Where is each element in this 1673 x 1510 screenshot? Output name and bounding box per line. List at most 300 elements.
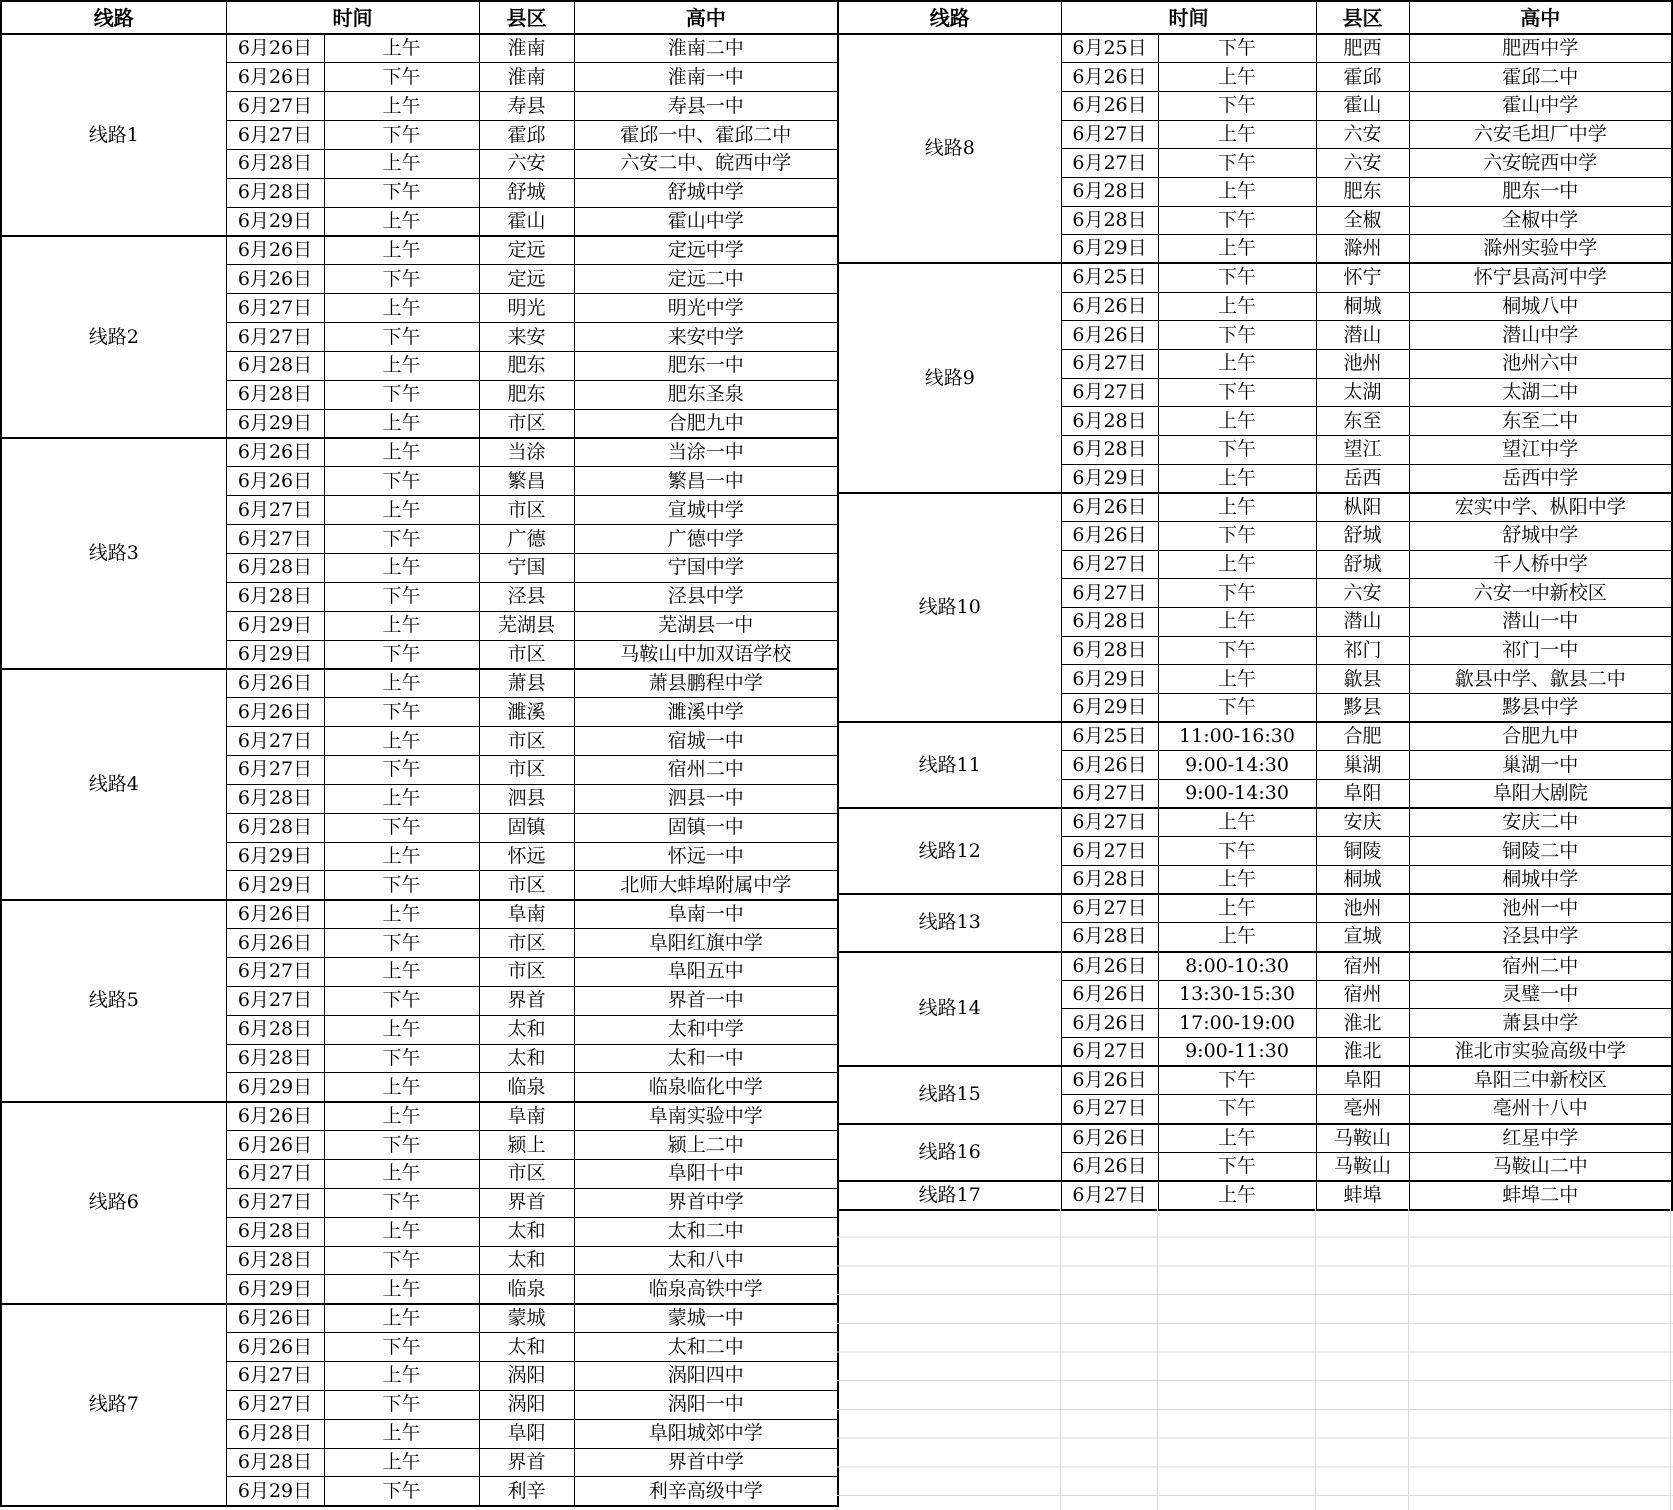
district-cell: 巢湖 [1316,751,1409,780]
date-cell: 6月27日 [1061,120,1158,149]
gridline [1060,1209,1061,1510]
district-cell: 芜湖县 [479,611,574,640]
district-cell: 歙县 [1316,665,1409,694]
period-cell: 下午 [1158,693,1316,722]
date-cell: 6月27日 [1061,550,1158,579]
district-cell: 岳西 [1316,464,1409,493]
date-cell: 6月28日 [226,1015,324,1044]
date-cell: 6月26日 [1061,1152,1158,1181]
school-cell: 铜陵二中 [1409,837,1672,866]
district-cell: 肥东 [479,351,574,380]
period-cell: 上午 [1158,63,1316,92]
district-cell: 蚌埠 [1316,1181,1409,1210]
period-cell: 下午 [324,1333,479,1362]
schedule-row [838,894,1672,923]
date-cell: 6月28日 [1061,923,1158,952]
school-cell: 阜南实验中学 [574,1102,838,1131]
period-cell: 上午 [1158,235,1316,264]
period-cell: 下午 [324,640,479,669]
district-cell: 潜山 [1316,321,1409,350]
period-cell: 上午 [324,236,479,265]
route-cell: 线路15 [838,1066,1061,1123]
school-cell: 太湖二中 [1409,378,1672,407]
date-cell: 6月29日 [226,871,324,900]
period-cell: 下午 [1158,206,1316,235]
district-cell: 霍山 [1316,91,1409,120]
district-cell: 马鞍山 [1316,1124,1409,1153]
date-cell: 6月26日 [226,1304,324,1333]
school-cell: 千人桥中学 [1409,550,1672,579]
date-cell: 6月28日 [226,380,324,409]
district-cell: 萧县 [479,669,574,698]
date-cell: 6月26日 [1061,91,1158,120]
school-cell: 泗县一中 [574,784,838,813]
district-cell: 桐城 [1316,865,1409,894]
period-cell: 上午 [1158,1181,1316,1210]
school-cell: 太和二中 [574,1333,838,1362]
schedule-row [838,493,1672,522]
date-cell: 6月28日 [226,149,324,178]
school-cell: 界首中学 [574,1188,838,1217]
period-cell: 下午 [324,1246,479,1275]
date-cell: 6月27日 [226,1390,324,1419]
period-cell: 上午 [324,1304,479,1333]
district-cell: 滁州 [1316,235,1409,264]
period-cell: 上午 [1158,493,1316,522]
school-cell: 桐城中学 [1409,865,1672,894]
period-cell: 上午 [324,409,479,438]
date-cell: 6月27日 [226,496,324,525]
district-cell: 池州 [1316,894,1409,923]
district-cell: 市区 [479,1160,574,1189]
school-cell: 淮南一中 [574,63,838,92]
date-cell: 6月29日 [226,1275,324,1304]
district-cell: 市区 [479,755,574,784]
date-cell: 6月26日 [1061,321,1158,350]
period-cell: 上午 [1158,865,1316,894]
date-cell: 6月29日 [226,409,324,438]
period-cell: 上午 [324,1275,479,1304]
period-cell: 上午 [324,1073,479,1102]
date-cell: 6月27日 [226,986,324,1015]
school-cell: 六安毛坦厂中学 [1409,120,1672,149]
period-cell: 上午 [324,958,479,987]
school-cell: 霍山中学 [574,207,838,236]
school-cell: 蒙城一中 [574,1304,838,1333]
school-cell: 怀宁县高河中学 [1409,263,1672,292]
period-cell: 下午 [324,582,479,611]
period-cell: 上午 [1158,808,1316,837]
district-cell: 祁门 [1316,636,1409,665]
date-cell: 6月25日 [1061,263,1158,292]
date-cell: 6月27日 [226,525,324,554]
date-cell: 6月26日 [1061,521,1158,550]
date-cell: 6月27日 [226,121,324,150]
date-cell: 6月27日 [1061,149,1158,178]
school-cell: 阜阳五中 [574,958,838,987]
district-cell: 肥东 [479,380,574,409]
district-cell: 肥东 [1316,177,1409,206]
period-cell: 下午 [1158,435,1316,464]
school-cell: 芜湖县一中 [574,611,838,640]
school-cell: 霍邱一中、霍邱二中 [574,121,838,150]
period-cell: 上午 [324,207,479,236]
time-header: 时间 [1061,1,1316,34]
period-cell: 下午 [324,121,479,150]
school-cell: 当涂一中 [574,438,838,467]
district-cell: 安庆 [1316,808,1409,837]
district-cell: 界首 [479,1448,574,1477]
gridline [1408,1209,1409,1510]
district-cell: 宿州 [1316,952,1409,981]
date-cell: 6月26日 [226,265,324,294]
period-cell: 上午 [324,92,479,121]
schedule-row [1,236,838,265]
school-cell: 怀远一中 [574,842,838,871]
period-cell: 下午 [1158,636,1316,665]
district-cell: 颍上 [479,1131,574,1160]
date-cell: 6月28日 [226,1246,324,1275]
route-cell: 线路1 [1,34,226,236]
school-cell: 肥东一中 [1409,177,1672,206]
school-cell: 亳州十八中 [1409,1095,1672,1124]
district-cell: 当涂 [479,438,574,467]
route-cell: 线路14 [838,952,1061,1067]
school-cell: 宏实中学、枞阳中学 [1409,493,1672,522]
period-cell: 上午 [324,496,479,525]
school-cell: 肥东一中 [574,351,838,380]
period-cell: 下午 [1158,34,1316,63]
school-cell: 舒城中学 [574,178,838,207]
date-cell: 6月26日 [1061,493,1158,522]
route-cell: 线路7 [1,1304,226,1506]
district-cell: 怀宁 [1316,263,1409,292]
school-cell: 宁国中学 [574,553,838,582]
gridline [1670,1209,1671,1510]
school-cell: 马鞍山中加双语学校 [574,640,838,669]
schedule-row [1,1102,838,1131]
school-cell: 定远二中 [574,265,838,294]
district-cell: 太和 [479,1246,574,1275]
period-cell: 下午 [1158,263,1316,292]
date-cell: 6月26日 [1061,751,1158,780]
period-cell: 下午 [1158,321,1316,350]
date-cell: 6月27日 [226,727,324,756]
date-cell: 6月26日 [1061,980,1158,1009]
school-cell: 利辛高级中学 [574,1477,838,1506]
period-cell: 上午 [324,669,479,698]
route-cell: 线路4 [1,669,226,900]
district-cell: 宣城 [1316,923,1409,952]
district-cell: 太和 [479,1217,574,1246]
route-cell: 线路8 [838,34,1061,263]
district-cell: 舒城 [1316,521,1409,550]
district-cell: 池州 [1316,349,1409,378]
schedule-row [1,669,838,698]
schedule-row [838,1124,1672,1153]
route-cell: 线路11 [838,722,1061,808]
period-cell: 上午 [324,727,479,756]
period-cell: 下午 [324,63,479,92]
school-cell: 霍邱二中 [1409,63,1672,92]
empty-spreadsheet-grid [837,1209,1673,1510]
period-cell: 下午 [324,871,479,900]
district-cell: 繁昌 [479,467,574,496]
schedule-row [838,34,1672,63]
district-cell: 铜陵 [1316,837,1409,866]
school-cell: 萧县中学 [1409,1009,1672,1038]
period-cell: 下午 [1158,91,1316,120]
period-cell: 上午 [324,351,479,380]
school-cell: 泾县中学 [1409,923,1672,952]
school-cell: 六安一中新校区 [1409,579,1672,608]
date-cell: 6月25日 [1061,34,1158,63]
date-cell: 6月26日 [1061,1066,1158,1095]
date-cell: 6月26日 [226,236,324,265]
period-cell: 上午 [1158,607,1316,636]
period-cell: 上午 [324,842,479,871]
school-cell: 巢湖一中 [1409,751,1672,780]
period-cell: 9:00-14:30 [1158,751,1316,780]
schedule-row [1,1304,838,1333]
district-cell: 定远 [479,265,574,294]
date-cell: 6月27日 [1061,378,1158,407]
period-cell: 上午 [324,1160,479,1189]
period-cell: 11:00-16:30 [1158,722,1316,751]
school-cell: 宣城中学 [574,496,838,525]
school-cell: 阜阳城郊中学 [574,1419,838,1448]
period-cell: 下午 [1158,521,1316,550]
district-cell: 明光 [479,294,574,323]
period-cell: 9:00-14:30 [1158,779,1316,808]
district-cell: 市区 [479,958,574,987]
district-cell: 东至 [1316,407,1409,436]
district-cell: 怀远 [479,842,574,871]
date-cell: 6月29日 [226,1477,324,1506]
district-cell: 太和 [479,1044,574,1073]
school-cell: 合肥九中 [574,409,838,438]
period-cell: 下午 [1158,837,1316,866]
district-cell: 蒙城 [479,1304,574,1333]
gridline [1315,1209,1316,1510]
period-cell: 下午 [324,323,479,352]
period-cell: 上午 [324,1217,479,1246]
date-cell: 6月27日 [1061,837,1158,866]
date-cell: 6月27日 [1061,349,1158,378]
schedule-row [838,952,1672,981]
school-cell: 涡阳四中 [574,1362,838,1391]
district-cell: 霍山 [479,207,574,236]
school-cell: 桐城八中 [1409,292,1672,321]
date-cell: 6月26日 [1061,1124,1158,1153]
period-cell: 上午 [324,784,479,813]
school-header: 高中 [1409,1,1672,34]
district-cell: 临泉 [479,1073,574,1102]
date-cell: 6月27日 [1061,894,1158,923]
route-cell: 线路12 [838,808,1061,894]
period-cell: 上午 [1158,120,1316,149]
period-cell: 上午 [324,1419,479,1448]
school-cell: 界首中学 [574,1448,838,1477]
district-cell: 合肥 [1316,722,1409,751]
date-cell: 6月28日 [1061,407,1158,436]
district-cell: 阜南 [479,900,574,929]
district-cell: 阜阳 [1316,1066,1409,1095]
date-cell: 6月28日 [226,1448,324,1477]
schedule-row [1,438,838,467]
district-cell: 舒城 [1316,550,1409,579]
date-cell: 6月28日 [1061,177,1158,206]
period-cell: 下午 [324,1131,479,1160]
route-cell: 线路16 [838,1124,1061,1181]
date-cell: 6月26日 [226,929,324,958]
date-cell: 6月28日 [1061,865,1158,894]
school-cell: 广德中学 [574,525,838,554]
school-cell: 阜阳大剧院 [1409,779,1672,808]
route-cell: 线路17 [838,1181,1061,1210]
school-cell: 潜山中学 [1409,321,1672,350]
date-cell: 6月25日 [1061,722,1158,751]
school-cell: 阜阳红旗中学 [574,929,838,958]
period-cell: 上午 [324,1015,479,1044]
period-cell: 上午 [1158,464,1316,493]
date-cell: 6月26日 [226,900,324,929]
school-cell: 黟县中学 [1409,693,1672,722]
period-cell: 上午 [1158,177,1316,206]
school-cell: 临泉高铁中学 [574,1275,838,1304]
date-cell: 6月26日 [1061,1009,1158,1038]
date-cell: 6月29日 [1061,464,1158,493]
school-cell: 太和二中 [574,1217,838,1246]
period-cell: 下午 [1158,579,1316,608]
date-cell: 6月26日 [1061,952,1158,981]
school-cell: 淮北市实验高级中学 [1409,1038,1672,1067]
date-cell: 6月26日 [1061,292,1158,321]
date-cell: 6月29日 [226,1073,324,1102]
period-cell: 下午 [324,525,479,554]
period-cell: 上午 [324,1102,479,1131]
school-cell: 六安二中、皖西中学 [574,149,838,178]
date-cell: 6月29日 [226,611,324,640]
district-cell: 宿州 [1316,980,1409,1009]
route-cell: 线路5 [1,900,226,1102]
district-cell: 潜山 [1316,607,1409,636]
date-cell: 6月28日 [226,582,324,611]
school-cell: 六安皖西中学 [1409,149,1672,178]
date-cell: 6月26日 [226,1333,324,1362]
date-cell: 6月29日 [226,842,324,871]
date-cell: 6月28日 [226,553,324,582]
school-cell: 来安中学 [574,323,838,352]
school-cell: 定远中学 [574,236,838,265]
district-cell: 定远 [479,236,574,265]
school-cell: 蚌埠二中 [1409,1181,1672,1210]
date-cell: 6月27日 [226,1362,324,1391]
school-cell: 灵璧一中 [1409,980,1672,1009]
date-cell: 6月27日 [226,958,324,987]
school-cell: 泾县中学 [574,582,838,611]
date-cell: 6月27日 [226,294,324,323]
district-cell: 界首 [479,1188,574,1217]
school-header: 高中 [574,1,838,34]
date-cell: 6月27日 [1061,808,1158,837]
period-cell: 下午 [324,755,479,784]
period-cell: 上午 [1158,894,1316,923]
date-cell: 6月28日 [1061,206,1158,235]
district-cell: 望江 [1316,435,1409,464]
date-cell: 6月28日 [226,351,324,380]
period-cell: 下午 [324,929,479,958]
district-cell: 全椒 [1316,206,1409,235]
period-cell: 上午 [324,149,479,178]
school-cell: 北师大蚌埠附属中学 [574,871,838,900]
period-cell: 下午 [1158,1095,1316,1124]
school-cell: 马鞍山二中 [1409,1152,1672,1181]
period-cell: 上午 [324,1362,479,1391]
period-cell: 上午 [1158,550,1316,579]
school-cell: 池州六中 [1409,349,1672,378]
district-cell: 六安 [479,149,574,178]
period-cell: 下午 [324,265,479,294]
school-cell: 萧县鹏程中学 [574,669,838,698]
district-cell: 六安 [1316,120,1409,149]
district-cell: 市区 [479,640,574,669]
period-cell: 上午 [324,294,479,323]
school-cell: 望江中学 [1409,435,1672,464]
district-cell: 寿县 [479,92,574,121]
period-cell: 8:00-10:30 [1158,952,1316,981]
period-cell: 下午 [324,1044,479,1073]
district-cell: 黟县 [1316,693,1409,722]
period-cell: 上午 [1158,292,1316,321]
district-cell: 涡阳 [479,1390,574,1419]
district-cell: 太湖 [1316,378,1409,407]
district-cell: 太和 [479,1333,574,1362]
period-cell: 上午 [324,438,479,467]
schedule-row [838,808,1672,837]
school-cell: 岳西中学 [1409,464,1672,493]
date-cell: 6月28日 [1061,607,1158,636]
district-cell: 六安 [1316,579,1409,608]
date-cell: 6月29日 [1061,693,1158,722]
district-cell: 六安 [1316,149,1409,178]
date-cell: 6月28日 [226,1217,324,1246]
school-cell: 阜阳十中 [574,1160,838,1189]
route-cell: 线路3 [1,438,226,669]
district-cell: 阜阳 [1316,779,1409,808]
school-cell: 界首一中 [574,986,838,1015]
period-cell: 上午 [324,1448,479,1477]
school-cell: 阜南一中 [574,900,838,929]
school-cell: 宿州二中 [574,755,838,784]
school-cell: 舒城中学 [1409,521,1672,550]
period-cell: 下午 [1158,1066,1316,1095]
schedule-row [1,900,838,929]
route-cell: 线路9 [838,263,1061,492]
district-cell: 枞阳 [1316,493,1409,522]
district-cell: 淮南 [479,63,574,92]
school-cell: 濉溪中学 [574,698,838,727]
district-cell: 宁国 [479,553,574,582]
period-cell: 下午 [1158,378,1316,407]
school-cell: 池州一中 [1409,894,1672,923]
schedule-row [1,34,838,63]
route-cell: 线路10 [838,493,1061,722]
district-cell: 桐城 [1316,292,1409,321]
route-header: 线路 [1,1,226,34]
school-cell: 阜阳三中新校区 [1409,1066,1672,1095]
school-cell: 全椒中学 [1409,206,1672,235]
